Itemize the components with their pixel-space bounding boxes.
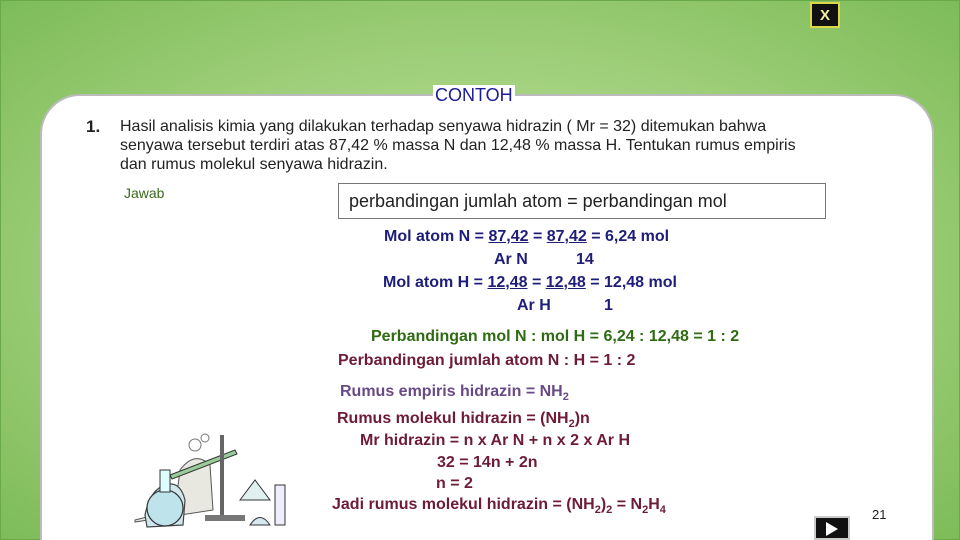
ratio-atom-line: Perbandingan jumlah atom N : H = 1 : 2 (338, 352, 636, 369)
mol-n-denominator-2: 14 (576, 251, 594, 268)
mol-h-result: = 12,48 mol (585, 274, 677, 291)
conclusion-d: H (648, 496, 660, 513)
mol-h-denominator-1: Ar H (517, 297, 551, 314)
equation-n-line: n = 2 (436, 475, 473, 492)
mol-n-prefix: Mol atom N = (384, 228, 489, 245)
lab-equipment-illustration (125, 430, 295, 540)
page-number: 21 (872, 507, 887, 522)
mol-n-denominator-1: Ar N (494, 251, 528, 268)
mol-h-numerator-2: 12,48 (545, 274, 586, 291)
molecular-formula-line (337, 410, 590, 430)
slide-title: CONTOH (435, 85, 513, 105)
close-button[interactable]: X (810, 2, 840, 28)
mol-h-line (383, 274, 677, 292)
mol-n-result: = 6,24 mol (586, 228, 670, 245)
molecular-subscript: 2 (568, 418, 575, 431)
mol-h-numerator-1: 12,48 (487, 274, 528, 291)
boxed-statement: perbandingan jumlah atom = perbandingan mol (338, 183, 826, 219)
conclusion-b: ) (600, 496, 607, 513)
conclusion-line (332, 496, 666, 516)
conclusion-c: = N (612, 496, 643, 513)
conclusion-sub-1: 2 (594, 504, 601, 517)
empirical-formula-line (340, 383, 569, 403)
question-text: Hasil analisis kimia yang dilakukan terhadap senyawa hidrazin ( Mr = 32) ditemukan bahwa senyawa tersebut terdiri atas 87,42 % massa N dan 12,48 % massa H. Tentukan rumus empiris dan rumus molekul senyawa hidrazin. (120, 118, 796, 173)
mol-h-prefix: Mol atom H = (383, 274, 488, 291)
play-arrow-icon (824, 521, 840, 537)
next-slide-button[interactable] (814, 516, 850, 540)
question-number: 1. (86, 117, 101, 136)
conclusion-sub-3: 2 (642, 504, 649, 517)
molecular-text-b: )n (574, 410, 590, 427)
conclusion-sub-4: 4 (659, 504, 666, 517)
conclusion-sub-2: 2 (606, 504, 613, 517)
answer-label: Jawab (124, 185, 165, 201)
mol-n-line (384, 228, 669, 246)
mol-n-equals: = (528, 228, 547, 245)
ratio-mol-line: Perbandingan mol N : mol H = 6,24 : 12,48 = 1 : 2 (371, 328, 740, 345)
conclusion-a: Jadi rumus molekul hidrazin = (NH (332, 496, 595, 513)
mr-equation-line: Mr hidrazin = n x Ar N + n x 2 x Ar H (360, 432, 630, 449)
mol-h-denominator-2: 1 (604, 297, 613, 314)
empirical-subscript: 2 (562, 391, 569, 404)
mol-n-numerator-2: 87,42 (546, 228, 587, 245)
molecular-text-a: Rumus molekul hidrazin = (NH (337, 410, 569, 427)
equation-32-line: 32 = 14n + 2n (437, 454, 538, 471)
empirical-text: Rumus empiris hidrazin = NH (340, 383, 563, 400)
mol-h-equals: = (527, 274, 546, 291)
mol-n-numerator-1: 87,42 (488, 228, 529, 245)
